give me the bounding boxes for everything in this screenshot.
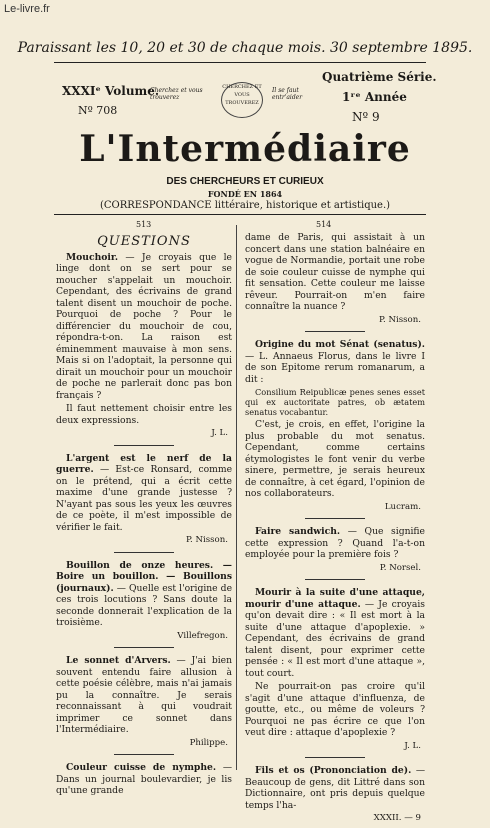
article-head: Mourir à la suite d'une attaque, mourir d'une attaque. — [245, 587, 425, 610]
article-body: — Je croyais que le linge dont on se sert pour se moucher s'appelait un mouchoir. Cependant, des écrivains de grand talent disent un mouchoir de poche. Pourquoi de poche ? Pour le différencier du mouchoir de cou, répondra-t-on. La raison est éminemment mauvaise à mon sens. Mais si on l'adoptait, la personne qui dirait un mouchoir pour un mouchoir de poche ne parlerait donc pas bon français ? — [56, 251, 232, 401]
article-body: Il faut nettement choisir entre les deux expressions. — [56, 403, 232, 426]
article-body: — Est-ce Ronsard, comme on le prétend, qui a écrit cette maxime d'une grande justesse ? N'ayant pas sous les yeux les œuvres de ce poète, il m'est impossible de vérifier le fait. — [56, 464, 233, 533]
article-bouillon — [56, 560, 232, 643]
watermark: Le-livre.fr — [4, 3, 50, 15]
journal-subtitle: DES CHERCHEURS ET CURIEUX — [166, 176, 324, 187]
article-body: — L. Annaeus Florus, dans le livre I de son Epitome rerum romanarum, a dit : — [245, 350, 425, 385]
article-signature: P. Nisson. — [378, 314, 421, 325]
article-body: C'est, je crois, en effet, l'origine la plus probable du mot senatus. Cependant, comme certains étymologistes le font venir du verbe sinere, permettre, je serais heureux de connaître, à cet égard, l'opinion de nos collaborateurs. — [245, 419, 425, 499]
article-head: Fils et os (Prononciation de). — [255, 765, 412, 776]
article-signature: Villefregon. — [177, 630, 228, 641]
article-head: L'argent est le nerf de la guerre. — [56, 452, 232, 475]
motto-right: Il se faut entr'aider — [272, 87, 303, 101]
separator — [305, 579, 365, 580]
separator — [305, 757, 365, 758]
separator — [114, 552, 174, 553]
article-signature: Philippe. — [189, 737, 228, 748]
article-body: dame de Paris, qui assistait à un concert dans une station balnéaire en vogue de Normandie, portait une robe de soie couleur cuisse de nymphe qui fit sensation. Cette couleur me laisse rêveur. Pourrait-on m'en faire connaître la nuance ? — [245, 232, 425, 312]
section-heading: QUESTIONS — [97, 234, 191, 249]
article-signature: P. Nisson. — [185, 535, 228, 545]
page-number-left: 513 — [136, 220, 152, 229]
article-body: — Beaucoup de gens, dit Littré dans son Dictionnaire, ont pris depuis quelque temps l'ha- — [245, 765, 426, 811]
seal-emblem: CHERCHEZ ET VOUS TROUVEREZ — [221, 82, 263, 118]
article-head: Bouillon de onze heures. — Boire un bouillon. — Bouillons (journaux). — [56, 559, 232, 594]
article-fils-os — [245, 765, 425, 825]
article-body: — J'ai bien souvent entendu faire allusion à cette poésie célèbre, mais n'ai jamais pu la connaître. Je serais reconnaissant à qui voudrait imprimer ce sonnet dans l'Intermédiaire. — [56, 655, 233, 735]
tagline: (CORRESPONDANCE littéraire, historique et artistique.) — [99, 200, 391, 211]
column-divider — [236, 225, 237, 770]
article-head: Couleur cuisse de nymphe. — [66, 762, 217, 773]
masthead-rule — [54, 214, 426, 215]
article-nymphe — [56, 762, 232, 797]
separator — [305, 518, 365, 519]
article-signature: P. Norsel. — [379, 562, 421, 573]
latin-quote: Consilium Reipublicæ penes senes esset qui ex auctoritate patres, ob ætatem senatus vocabantur. — [245, 387, 425, 417]
article-senat — [245, 339, 425, 513]
article-signature: J. L. — [211, 428, 228, 438]
article-sandwich — [245, 526, 425, 574]
left-column — [56, 236, 232, 799]
article-head: Le sonnet d'Arvers. — [66, 655, 171, 666]
top-rule — [54, 62, 426, 63]
separator — [114, 445, 174, 446]
journal-title: L'Intermédiaire — [79, 128, 411, 170]
article-head: Faire sandwich. — [255, 526, 341, 537]
article-mouchoir — [56, 252, 232, 440]
article-argent — [56, 453, 232, 547]
series-label: Quatrième Série. — [322, 70, 437, 84]
year-label: 1ʳᵉ Année — [342, 90, 407, 104]
volume-label: XXXIᵉ Volume. — [62, 84, 160, 98]
article-nymphe-cont — [245, 232, 425, 326]
article-signature: Lucram. — [384, 501, 421, 512]
motto-left: Cherchez et vous trouverez — [150, 87, 203, 101]
separator — [305, 331, 365, 332]
page-number-right: 514 — [316, 220, 332, 229]
article-head: Origine du mot Sénat (senatus). — [255, 339, 425, 350]
number-label: Nº 708 — [78, 104, 118, 117]
article-signature: J. L. — [404, 740, 421, 751]
article-sonnet — [56, 655, 232, 749]
founded-line: FONDÉ EN 1864 — [207, 189, 283, 199]
dateline: Paraissant les 10, 20 et 30 de chaque mois. 30 septembre 1895. — [17, 40, 473, 56]
article-body: — Que signifie cette expression ? Quand l'a-t-on employée pour la première fois ? — [245, 526, 425, 560]
separator — [114, 647, 174, 648]
article-body: — Je croyais qu'on devait dire : « Il est mort à la suite d'une attaque d'apoplexie. » Cependant, des écrivains de grand talent disent, pour exprimer cette pensée : « Il est mort d'une attaque », tout court. — [245, 598, 425, 679]
article-head: Mouchoir. — [66, 251, 119, 263]
signature-mark: XXXII. — 9 — [373, 813, 421, 823]
right-column — [245, 232, 425, 828]
article-body: — Quelle est l'origine de ces trois locutions ? Sans doute la seconde donnerait l'explication de la troisième. — [56, 582, 233, 628]
article-body: Ne pourrait-on pas croire qu'il s'agit d'une attaque d'influenza, de goutte, etc., ou même de voleurs ? Pourquoi ne pas écrire ce que l'on veut dire : attaque d'apoplexie ? — [245, 681, 425, 738]
article-attaque — [245, 587, 425, 752]
article-body: — Dans un journal boulevardier, je lis qu'une grande — [56, 762, 233, 796]
separator — [114, 754, 174, 755]
issue-label: Nº 9 — [352, 110, 380, 124]
